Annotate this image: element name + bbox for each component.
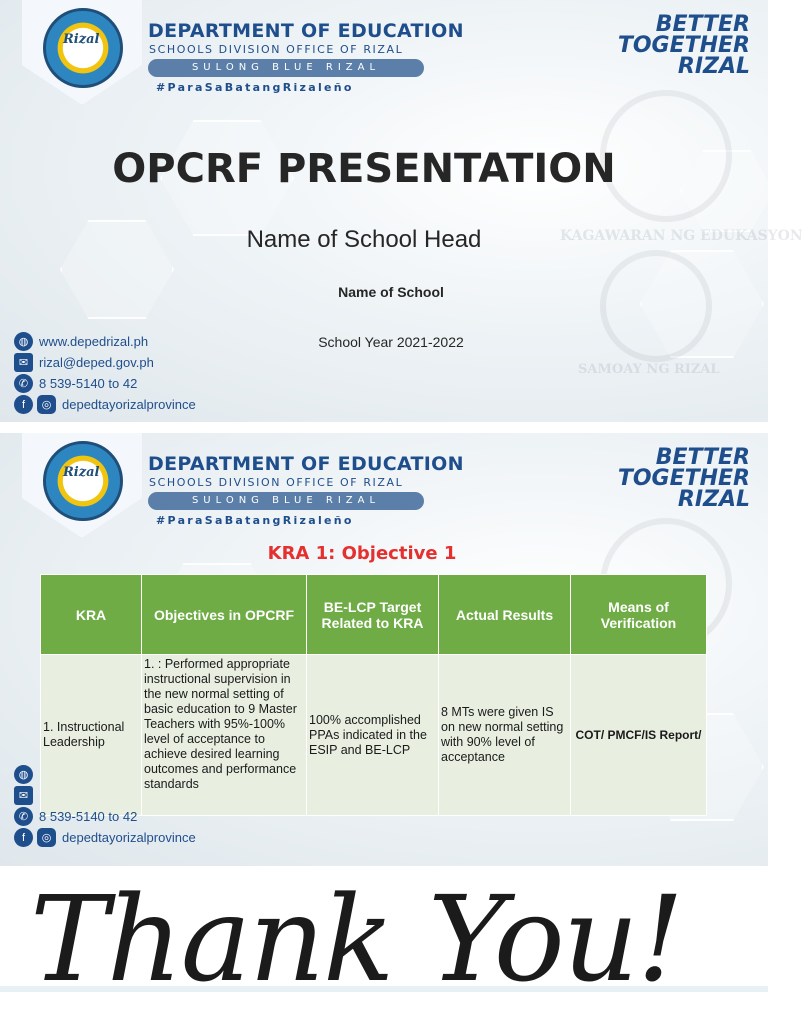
slogan-line: BETTER [655,12,750,37]
presentation-title: OPCRF PRESENTATION [112,146,616,192]
motto-banner: SULONG BLUE RIZAL [148,59,424,77]
verification-cell: COT/ PMCF/IS Report/ [571,655,707,816]
envelope-icon: ✉ [14,353,33,372]
results-cell: 8 MTs were given IS on new normal setting with 90% level of acceptance [439,655,571,816]
school-name: Name of School [338,284,444,300]
thank-you-text: Thank You! [30,870,683,1008]
watermark-text: KAGAWARAN NG EDUKASYON [560,228,803,244]
website-text: www.depedrizal.ph [39,334,149,349]
column-header: BE-LCP Target Related to KRA [307,575,439,655]
contact-phone [14,806,254,827]
facebook-icon: f [14,395,33,414]
seal-text: Rizal [63,32,100,47]
contact-email [14,352,254,373]
phone-icon: ✆ [14,374,33,393]
school-head-name: Name of School Head [246,226,482,253]
contact-website [14,764,254,785]
hashtag: #ParaSaBatangRizaleño [156,514,354,527]
instagram-icon: ◎ [37,828,56,847]
header [0,433,768,543]
slide-separator [0,422,768,433]
seal-text: Rizal [63,465,100,480]
watermark-text: SAMOAY NG RIZAL [578,362,720,377]
contact-email [14,785,254,806]
social-text: depedtayorizalprovince [62,397,196,412]
contact-website [14,331,254,352]
phone-text: 8 539-5140 to 42 [39,376,138,391]
motto-banner: SULONG BLUE RIZAL [148,492,424,510]
envelope-icon: ✉ [14,786,33,805]
slogan-line: TOGETHER [617,466,750,491]
contact-block [14,764,254,848]
column-header: Actual Results [439,575,571,655]
globe-icon: ◍ [14,765,33,784]
division-title: SCHOOLS DIVISION OFFICE OF RIZAL [149,43,404,56]
hashtag: #ParaSaBatangRizaleño [156,81,354,94]
phone-icon: ✆ [14,807,33,826]
contact-block [14,331,254,415]
better-together-logo [618,14,750,77]
title-slide [0,0,803,422]
column-header: Means of Verification [571,575,707,655]
slogan-line: TOGETHER [617,33,750,58]
slogan-line: RIZAL [677,487,750,512]
contact-phone [14,373,254,394]
phone-text: 8 539-5140 to 42 [39,809,138,824]
division-title: SCHOOLS DIVISION OFFICE OF RIZAL [149,476,404,489]
thank-you-slide [0,866,768,1024]
department-title: DEPARTMENT OF EDUCATION [148,453,464,475]
target-cell: 100% accomplished PPAs indicated in the ESIP and BE-LCP [307,655,439,816]
header [0,0,768,110]
slogan-line: RIZAL [677,54,750,79]
school-year: School Year 2021-2022 [318,334,464,350]
contact-social [14,827,254,848]
kra-slide [0,433,768,866]
globe-icon: ◍ [14,332,33,351]
department-title: DEPARTMENT OF EDUCATION [148,20,464,42]
kra-cell: 1. Instructional Leadership [41,655,142,816]
contact-social [14,394,254,415]
column-header: KRA [41,575,142,655]
kra-heading: KRA 1: Objective 1 [267,543,457,564]
facebook-icon: f [14,828,33,847]
slogan-line: BETTER [655,445,750,470]
better-together-logo [618,447,750,510]
objective-cell: 1. : Performed appropriate instructional supervision in the new normal setting of basic education to 9 Master Teachers with 95%-100% level of acceptance to achieve desired learning outcomes and performance standards [142,655,307,816]
column-header: Objectives in OPCRF [142,575,307,655]
instagram-icon: ◎ [37,395,56,414]
email-text: rizal@deped.gov.ph [39,355,154,370]
social-text: depedtayorizalprovince [62,830,196,845]
table-header-row [41,575,707,655]
